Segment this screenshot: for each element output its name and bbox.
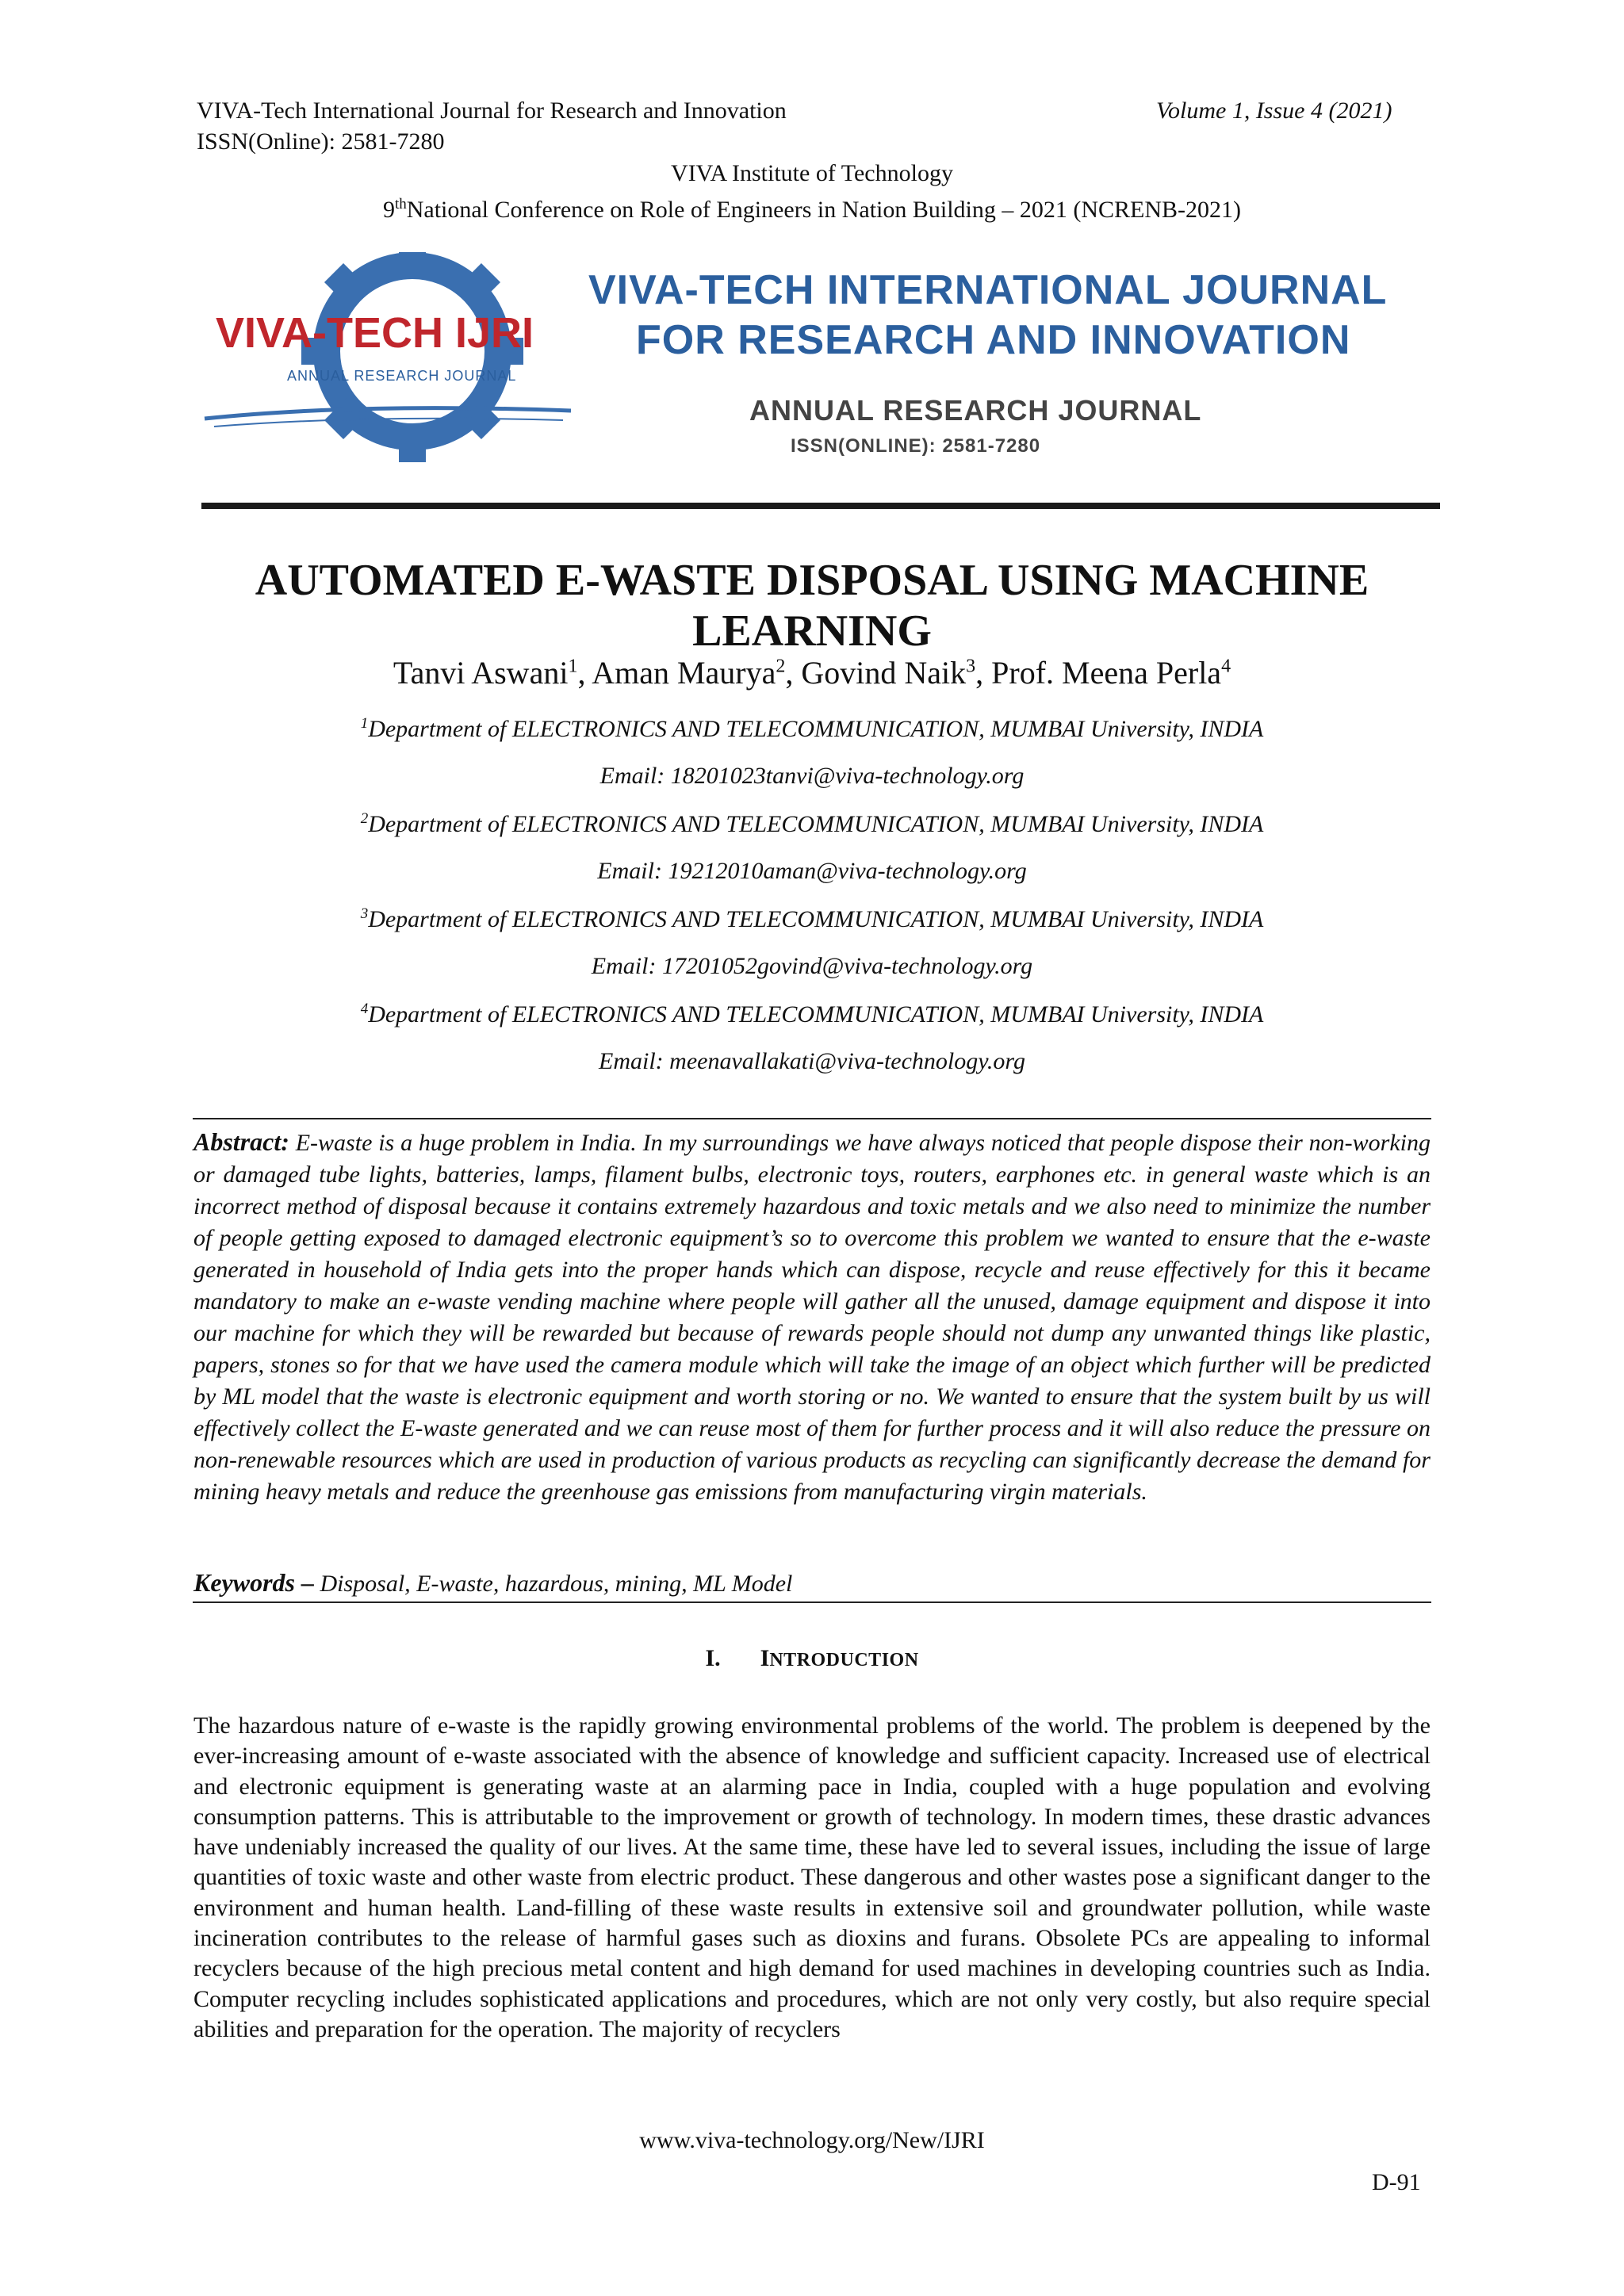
affiliation-1 bbox=[190, 715, 1434, 743]
logo-brand: VIVA-TECH IJRI bbox=[216, 309, 534, 357]
affiliation-sup: 3 bbox=[360, 905, 369, 922]
footer-url[interactable]: www.viva-technology.org/New/IJRI bbox=[639, 2127, 985, 2153]
author-name: Prof. Meena Perla bbox=[991, 655, 1222, 691]
paper-title: AUTOMATED E-WASTE DISPOSAL USING MACHINE LEARNING bbox=[255, 556, 1369, 656]
affiliation-dept: Department of ELECTRONICS AND TELECOMMUNICATION, MUMBAI University, INDIA bbox=[368, 811, 1264, 837]
conference-rest: National Conference on Role of Engineers in Nation Building – 2021 (NCRENB-2021) bbox=[406, 197, 1242, 223]
keywords-text: Disposal, E-waste, hazardous, mining, ML Model bbox=[320, 1571, 793, 1597]
conference-line bbox=[0, 189, 1624, 225]
author-name: Govind Naik bbox=[801, 655, 967, 691]
author-list: Tanvi Aswani$^1$, Aman Maurya$^2$, Govind Naik$^3$, Prof. Meena Perla$^4$ bbox=[393, 655, 1231, 691]
logo-graphic bbox=[198, 252, 1435, 498]
logo-line2: FOR RESEARCH AND INNOVATION bbox=[636, 317, 1351, 363]
journal-name: VIVA-Tech International Journal for Research and Innovation bbox=[197, 98, 787, 124]
affiliation-email-2: Email: 19212010aman@viva-technology.org bbox=[597, 858, 1027, 884]
swoosh-line bbox=[205, 408, 571, 419]
affiliation-sup: 4 bbox=[360, 1001, 369, 1017]
conference-prefix: 9 bbox=[382, 197, 395, 223]
logo-line4: ISSN(ONLINE): 2581-7280 bbox=[791, 435, 1041, 457]
affiliation-sup: 2 bbox=[360, 810, 369, 827]
affiliation-email-3: Email: 17201052govind@viva-technology.org bbox=[591, 953, 1033, 979]
abstract-bottom-rule bbox=[193, 1601, 1431, 1603]
logo-line1: VIVA-TECH INTERNATIONAL JOURNAL bbox=[588, 267, 1388, 313]
banner-underline bbox=[201, 503, 1440, 509]
section-first-letter: I bbox=[760, 1645, 770, 1671]
affiliation-3 bbox=[190, 905, 1434, 933]
section-heading bbox=[0, 1645, 1624, 1672]
gear-icon bbox=[301, 252, 523, 462]
keywords-label: Keywords – bbox=[193, 1568, 314, 1597]
page-number: D-91 bbox=[1372, 2169, 1421, 2195]
section-number: I. bbox=[705, 1645, 721, 1671]
affiliation-2 bbox=[190, 810, 1434, 838]
affiliation-email-1: Email: 18201023tanvi@viva-technology.org bbox=[599, 763, 1025, 789]
abstract bbox=[193, 1126, 1431, 1508]
issn: ISSN(Online): 2581-7280 bbox=[197, 128, 445, 155]
conference-sup: th bbox=[394, 196, 407, 212]
logo-brand-sub: ANNUAL RESEARCH JOURNAL bbox=[287, 368, 517, 384]
affiliation-email-4: Email: meenavallakati@viva-technology.org bbox=[599, 1048, 1025, 1074]
author-sup: 1 bbox=[568, 656, 578, 677]
abstract-label: Abstract: bbox=[193, 1127, 289, 1156]
affiliation-dept: Department of ELECTRONICS AND TELECOMMUNICATION, MUMBAI University, INDIA bbox=[368, 906, 1264, 932]
author-sup: 4 bbox=[1221, 656, 1231, 677]
affiliation-4 bbox=[190, 1001, 1434, 1028]
author-sup: 2 bbox=[776, 656, 786, 677]
logo-line3: ANNUAL RESEARCH JOURNAL bbox=[749, 394, 1202, 427]
author-name: Tanvi Aswani bbox=[393, 655, 569, 691]
affiliation-dept: Department of ELECTRONICS AND TELECOMMUNICATION, MUMBAI University, INDIA bbox=[368, 716, 1264, 742]
section-title-rest: NTRODUCTION bbox=[769, 1650, 919, 1670]
institute: VIVA Institute of Technology bbox=[671, 160, 953, 186]
abstract-text: E-waste is a huge problem in India. In my surroundings we have always noticed that people dispose their non-working or damaged tube lights, batteries, lamps, filament bulbs, electronic toys, routers, earphones etc. in general waste which is an incorrect method of disposal because it contains extremely hazardous and toxic metals and we also need to minimize the number of people getting exposed to damaged electronic equipment’s so to overcome this problem we wanted to ensure that the e-waste generated in household of India gets into the proper hands which can dispose, recycle and reuse effectively for this it became mandatory to make an e-waste vending machine where people will gather all the unused, damage equipment and dispose it into our machine for which they will be rewarded but because of rewards people should not dump any unwanted things like plastic, papers, stones so for that we have used the camera module which will take the image of an object which further will be predicted by ML model that the waste is electronic equipment and worth storing or no. We wanted to ensure that the system built by us will effectively collect the E-waste generated and we can reuse most of them for further process and it will also reduce the pressure on non-renewable resources which are used in production of various products as recycling can significantly decrease the demand for mining heavy metals and reduce the greenhouse gas emissions from manufacturing virgin materials. bbox=[193, 1130, 1431, 1505]
author-name: Aman Maurya bbox=[592, 655, 776, 691]
introduction-paragraph: The hazardous nature of e-waste is the rapidly growing environmental problems of the world. The problem is deepened by the ever-increasing amount of e-waste associated with the absence of knowledge and sufficient capacity. Increased use of electrical and electronic equipment is generating waste at an alarming pace in India, coupled with a huge population and evolving consumption patterns. This is attributable to the improvement or growth of technology. In modern times, these drastic advances have undeniably increased the quality of our lives. At the same time, these have led to several issues, including the issue of large quantities of toxic waste and other waste from electric product. These dangerous and other wastes pose a significant danger to the environment and human health. Land-filling of these waste results in extensive soil and groundwater pollution, while waste incineration contributes to the release of harmful gases such as dioxins and furans. Obsolete PCs are appealing to informal recyclers because of the high precious metal content and high demand for used machines in developing countries such as India. Computer recycling includes sophisticated applications and procedures, which are not only very costly, but also require special abilities and preparation for the operation. The majority of recyclers bbox=[193, 1712, 1431, 2042]
journal-logo-banner bbox=[198, 252, 1435, 498]
volume-issue: Volume 1, Issue 4 (2021) bbox=[1156, 98, 1392, 124]
affiliation-dept: Department of ELECTRONICS AND TELECOMMUNICATION, MUMBAI University, INDIA bbox=[368, 1001, 1264, 1027]
affiliation-sup: 1 bbox=[360, 715, 369, 732]
keywords bbox=[193, 1568, 792, 1598]
author-sup: 3 bbox=[966, 656, 976, 677]
abstract-top-rule bbox=[193, 1118, 1431, 1119]
